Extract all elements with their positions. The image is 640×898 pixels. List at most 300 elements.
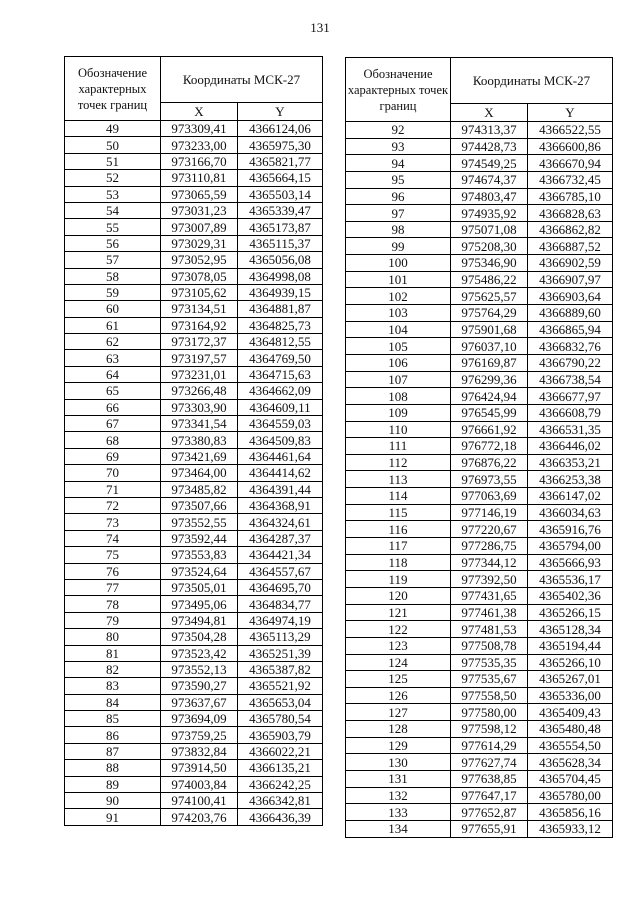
point-number: 95 <box>346 171 451 188</box>
y-coordinate: 4365704,45 <box>528 770 613 787</box>
y-coordinate: 4366353,21 <box>528 454 613 471</box>
table-row <box>346 371 613 388</box>
y-coordinate: 4366124,06 <box>238 121 323 137</box>
y-coordinate: 4365266,10 <box>528 654 613 671</box>
point-number: 62 <box>65 334 161 350</box>
point-number: 96 <box>346 188 451 205</box>
y-coordinate: 4365266,15 <box>528 604 613 621</box>
x-coordinate: 973552,13 <box>161 661 238 677</box>
table-row <box>346 754 613 771</box>
x-coordinate: 974203,76 <box>161 809 238 825</box>
point-number: 128 <box>346 721 451 738</box>
table-row <box>65 694 323 710</box>
x-coordinate: 975071,08 <box>451 221 528 238</box>
y-coordinate: 4365251,39 <box>238 645 323 661</box>
x-coordinate: 976169,87 <box>451 354 528 371</box>
table-row <box>346 404 613 421</box>
point-number: 63 <box>65 350 161 366</box>
point-number: 134 <box>346 820 451 837</box>
point-number: 78 <box>65 596 161 612</box>
point-number: 49 <box>65 121 161 137</box>
y-coordinate: 4366903,64 <box>528 288 613 305</box>
table-row <box>346 122 613 139</box>
x-coordinate: 977508,78 <box>451 637 528 654</box>
page-number: 131 <box>310 20 330 35</box>
y-coordinate: 4366608,79 <box>528 404 613 421</box>
table-row <box>65 121 323 137</box>
point-number: 54 <box>65 202 161 218</box>
x-column-header: X <box>451 104 528 122</box>
x-coordinate: 975346,90 <box>451 255 528 272</box>
x-coordinate: 973694,09 <box>161 711 238 727</box>
y-coordinate: 4364834,77 <box>238 596 323 612</box>
x-coordinate: 973524,64 <box>161 563 238 579</box>
x-coordinate: 977461,38 <box>451 604 528 621</box>
table-row <box>65 399 323 415</box>
x-coordinate: 973341,54 <box>161 416 238 432</box>
point-number: 113 <box>346 471 451 488</box>
y-coordinate: 4364812,55 <box>238 334 323 350</box>
y-coordinate: 4366902,59 <box>528 255 613 272</box>
y-coordinate: 4365402,36 <box>528 587 613 604</box>
y-coordinate: 4365933,12 <box>528 820 613 837</box>
table-row <box>346 171 613 188</box>
point-number: 108 <box>346 388 451 405</box>
point-number: 110 <box>346 421 451 438</box>
point-number: 73 <box>65 514 161 530</box>
point-number: 69 <box>65 448 161 464</box>
y-coordinate: 4366785,10 <box>528 188 613 205</box>
table-row <box>65 727 323 743</box>
table-row <box>65 497 323 513</box>
point-number: 77 <box>65 579 161 595</box>
point-number: 86 <box>65 727 161 743</box>
x-coordinate: 973233,00 <box>161 137 238 153</box>
point-number: 91 <box>65 809 161 825</box>
point-number: 89 <box>65 776 161 792</box>
y-coordinate: 4365780,00 <box>528 787 613 804</box>
table-row <box>65 629 323 645</box>
y-column-header: Y <box>238 103 323 121</box>
y-coordinate: 4366862,82 <box>528 221 613 238</box>
table-row <box>346 438 613 455</box>
x-coordinate: 973052,95 <box>161 252 238 268</box>
point-number: 87 <box>65 743 161 759</box>
table-row <box>65 547 323 563</box>
y-coordinate: 4365339,47 <box>238 202 323 218</box>
x-coordinate: 976772,18 <box>451 438 528 455</box>
y-coordinate: 4365628,34 <box>528 754 613 771</box>
x-coordinate: 973134,51 <box>161 301 238 317</box>
point-number: 101 <box>346 271 451 288</box>
x-coordinate: 976876,22 <box>451 454 528 471</box>
point-number: 104 <box>346 321 451 338</box>
table-row <box>346 454 613 471</box>
table-row <box>346 255 613 272</box>
x-coordinate: 975764,29 <box>451 305 528 322</box>
point-number: 71 <box>65 481 161 497</box>
point-number: 64 <box>65 366 161 382</box>
table-row <box>346 571 613 588</box>
point-number: 98 <box>346 221 451 238</box>
y-coordinate: 4365653,04 <box>238 694 323 710</box>
y-coordinate: 4366828,63 <box>528 205 613 222</box>
x-coordinate: 976037,10 <box>451 338 528 355</box>
y-coordinate: 4364881,87 <box>238 301 323 317</box>
y-coordinate: 4366738,54 <box>528 371 613 388</box>
point-number: 97 <box>346 205 451 222</box>
y-coordinate: 4365113,29 <box>238 629 323 645</box>
table-row <box>346 388 613 405</box>
y-coordinate: 4364609,11 <box>238 399 323 415</box>
y-coordinate: 4366446,02 <box>528 438 613 455</box>
x-coordinate: 973592,44 <box>161 530 238 546</box>
coordinates-table-right <box>345 57 613 838</box>
y-coordinate: 4365821,77 <box>238 153 323 169</box>
table-row <box>65 678 323 694</box>
point-number: 115 <box>346 504 451 521</box>
table-row <box>346 704 613 721</box>
point-number: 123 <box>346 637 451 654</box>
table-row <box>346 721 613 738</box>
x-coordinate: 975486,22 <box>451 271 528 288</box>
y-coordinate: 4364769,50 <box>238 350 323 366</box>
table-row <box>65 448 323 464</box>
x-coordinate: 973759,25 <box>161 727 238 743</box>
table-row <box>346 820 613 837</box>
x-coordinate: 974935,92 <box>451 205 528 222</box>
point-number: 99 <box>346 238 451 255</box>
designation-header: Обозначение характерных точек границ <box>346 58 451 122</box>
table-row <box>346 488 613 505</box>
table-row <box>346 238 613 255</box>
x-coordinate: 973380,83 <box>161 432 238 448</box>
point-number: 105 <box>346 338 451 355</box>
x-coordinate: 973078,05 <box>161 268 238 284</box>
point-number: 132 <box>346 787 451 804</box>
table-row <box>346 271 613 288</box>
x-coordinate: 977598,12 <box>451 721 528 738</box>
point-number: 85 <box>65 711 161 727</box>
y-coordinate: 4364939,15 <box>238 284 323 300</box>
y-coordinate: 4365194,44 <box>528 637 613 654</box>
table-row <box>65 760 323 776</box>
table-row <box>65 432 323 448</box>
point-number: 75 <box>65 547 161 563</box>
point-number: 74 <box>65 530 161 546</box>
table-row <box>346 305 613 322</box>
point-number: 82 <box>65 661 161 677</box>
x-coordinate: 973421,69 <box>161 448 238 464</box>
x-coordinate: 975625,57 <box>451 288 528 305</box>
x-coordinate: 976299,36 <box>451 371 528 388</box>
table-row <box>65 776 323 792</box>
x-coordinate: 976661,92 <box>451 421 528 438</box>
x-coordinate: 977614,29 <box>451 737 528 754</box>
point-number: 107 <box>346 371 451 388</box>
x-coordinate: 973495,06 <box>161 596 238 612</box>
y-coordinate: 4365173,87 <box>238 219 323 235</box>
x-coordinate: 977647,17 <box>451 787 528 804</box>
point-number: 120 <box>346 587 451 604</box>
x-coordinate: 973494,81 <box>161 612 238 628</box>
y-coordinate: 4364391,44 <box>238 481 323 497</box>
point-number: 121 <box>346 604 451 621</box>
point-number: 119 <box>346 571 451 588</box>
y-coordinate: 4365794,00 <box>528 538 613 555</box>
point-number: 68 <box>65 432 161 448</box>
table-row <box>65 284 323 300</box>
table-row <box>346 654 613 671</box>
table-row <box>346 538 613 555</box>
table-row <box>346 554 613 571</box>
y-coordinate: 4366034,63 <box>528 504 613 521</box>
table-row <box>346 804 613 821</box>
y-coordinate: 4365115,37 <box>238 235 323 251</box>
table-row <box>346 687 613 704</box>
y-coordinate: 4364662,09 <box>238 383 323 399</box>
point-number: 130 <box>346 754 451 771</box>
y-coordinate: 4366147,02 <box>528 488 613 505</box>
y-coordinate: 4364695,70 <box>238 579 323 595</box>
point-number: 103 <box>346 305 451 322</box>
table-row <box>346 504 613 521</box>
point-number: 131 <box>346 770 451 787</box>
table-row <box>65 235 323 251</box>
table-row <box>65 711 323 727</box>
table-row <box>65 366 323 382</box>
point-number: 100 <box>346 255 451 272</box>
table-row <box>346 321 613 338</box>
y-coordinate: 4366677,97 <box>528 388 613 405</box>
x-coordinate: 977638,85 <box>451 770 528 787</box>
x-coordinate: 977535,35 <box>451 654 528 671</box>
table-row <box>65 317 323 333</box>
y-coordinate: 4366887,52 <box>528 238 613 255</box>
y-coordinate: 4364287,37 <box>238 530 323 546</box>
y-coordinate: 4364324,61 <box>238 514 323 530</box>
table-row <box>65 809 323 825</box>
y-coordinate: 4364825,73 <box>238 317 323 333</box>
table-row <box>65 383 323 399</box>
x-coordinate: 973166,70 <box>161 153 238 169</box>
point-number: 57 <box>65 252 161 268</box>
y-coordinate: 4365780,54 <box>238 711 323 727</box>
point-number: 88 <box>65 760 161 776</box>
table-row <box>346 637 613 654</box>
table-row <box>346 205 613 222</box>
point-number: 114 <box>346 488 451 505</box>
table-row <box>346 604 613 621</box>
y-coordinate: 4366342,81 <box>238 793 323 809</box>
x-coordinate: 973197,57 <box>161 350 238 366</box>
y-coordinate: 4365480,48 <box>528 721 613 738</box>
table-row <box>65 481 323 497</box>
y-coordinate: 4365409,43 <box>528 704 613 721</box>
point-number: 106 <box>346 354 451 371</box>
table-row <box>346 770 613 787</box>
y-coordinate: 4366790,22 <box>528 354 613 371</box>
table-row <box>346 338 613 355</box>
point-number: 59 <box>65 284 161 300</box>
point-number: 83 <box>65 678 161 694</box>
point-number: 127 <box>346 704 451 721</box>
point-number: 50 <box>65 137 161 153</box>
point-number: 79 <box>65 612 161 628</box>
point-number: 111 <box>346 438 451 455</box>
table-row <box>65 612 323 628</box>
x-coordinate: 973065,59 <box>161 186 238 202</box>
table-row <box>65 137 323 153</box>
x-coordinate: 973553,83 <box>161 547 238 563</box>
y-column-header: Y <box>528 104 613 122</box>
x-coordinate: 977220,67 <box>451 521 528 538</box>
point-number: 81 <box>65 645 161 661</box>
table-row <box>65 645 323 661</box>
table-row <box>65 563 323 579</box>
y-coordinate: 4365336,00 <box>528 687 613 704</box>
table-row <box>346 621 613 638</box>
y-coordinate: 4366832,76 <box>528 338 613 355</box>
y-coordinate: 4365536,17 <box>528 571 613 588</box>
point-number: 66 <box>65 399 161 415</box>
x-coordinate: 975901,68 <box>451 321 528 338</box>
y-coordinate: 4366865,94 <box>528 321 613 338</box>
x-coordinate: 973029,31 <box>161 235 238 251</box>
point-number: 124 <box>346 654 451 671</box>
table-row <box>65 170 323 186</box>
y-coordinate: 4366436,39 <box>238 809 323 825</box>
x-coordinate: 973914,50 <box>161 760 238 776</box>
x-coordinate: 977580,00 <box>451 704 528 721</box>
x-coordinate: 973552,55 <box>161 514 238 530</box>
point-number: 60 <box>65 301 161 317</box>
x-coordinate: 974428,73 <box>451 138 528 155</box>
point-number: 51 <box>65 153 161 169</box>
point-number: 109 <box>346 404 451 421</box>
table-row <box>346 421 613 438</box>
y-coordinate: 4366253,38 <box>528 471 613 488</box>
x-coordinate: 974003,84 <box>161 776 238 792</box>
y-coordinate: 4364715,63 <box>238 366 323 382</box>
table-row <box>65 252 323 268</box>
table-row <box>65 268 323 284</box>
point-number: 94 <box>346 155 451 172</box>
table-row <box>65 793 323 809</box>
table-row <box>65 202 323 218</box>
point-number: 52 <box>65 170 161 186</box>
table-row <box>65 153 323 169</box>
point-number: 55 <box>65 219 161 235</box>
x-coordinate: 974674,37 <box>451 171 528 188</box>
table-row <box>346 671 613 688</box>
y-coordinate: 4365666,93 <box>528 554 613 571</box>
x-coordinate: 973309,41 <box>161 121 238 137</box>
x-coordinate: 973464,00 <box>161 465 238 481</box>
coordinates-table-left <box>64 56 323 826</box>
y-coordinate: 4365975,30 <box>238 137 323 153</box>
x-coordinate: 973164,92 <box>161 317 238 333</box>
y-coordinate: 4366600,86 <box>528 138 613 155</box>
x-coordinate: 973523,42 <box>161 645 238 661</box>
x-coordinate: 977431,65 <box>451 587 528 604</box>
x-coordinate: 977286,75 <box>451 538 528 555</box>
x-coordinate: 973031,23 <box>161 202 238 218</box>
x-coordinate: 973485,82 <box>161 481 238 497</box>
table-row <box>65 514 323 530</box>
point-number: 117 <box>346 538 451 555</box>
table-row <box>346 155 613 172</box>
y-coordinate: 4366022,21 <box>238 743 323 759</box>
table-row <box>346 587 613 604</box>
point-number: 93 <box>346 138 451 155</box>
y-coordinate: 4364559,03 <box>238 416 323 432</box>
table-row <box>65 743 323 759</box>
y-coordinate: 4366670,94 <box>528 155 613 172</box>
point-number: 80 <box>65 629 161 645</box>
x-coordinate: 973590,27 <box>161 678 238 694</box>
x-coordinate: 976545,99 <box>451 404 528 421</box>
x-coordinate: 977481,53 <box>451 621 528 638</box>
table-row <box>65 350 323 366</box>
y-coordinate: 4364421,34 <box>238 547 323 563</box>
point-number: 102 <box>346 288 451 305</box>
y-coordinate: 4365056,08 <box>238 252 323 268</box>
y-coordinate: 4365916,76 <box>528 521 613 538</box>
table-row <box>346 288 613 305</box>
point-number: 122 <box>346 621 451 638</box>
point-number: 53 <box>65 186 161 202</box>
x-coordinate: 973637,67 <box>161 694 238 710</box>
y-coordinate: 4365554,50 <box>528 737 613 754</box>
point-number: 90 <box>65 793 161 809</box>
point-number: 67 <box>65 416 161 432</box>
y-coordinate: 4365128,34 <box>528 621 613 638</box>
point-number: 76 <box>65 563 161 579</box>
table-row <box>346 787 613 804</box>
x-coordinate: 974549,25 <box>451 155 528 172</box>
y-coordinate: 4366732,45 <box>528 171 613 188</box>
x-coordinate: 974100,41 <box>161 793 238 809</box>
x-coordinate: 973266,48 <box>161 383 238 399</box>
table-row <box>346 521 613 538</box>
x-coordinate: 977655,91 <box>451 820 528 837</box>
point-number: 125 <box>346 671 451 688</box>
table-row <box>346 188 613 205</box>
x-coordinate: 973832,84 <box>161 743 238 759</box>
y-coordinate: 4365267,01 <box>528 671 613 688</box>
y-coordinate: 4366522,55 <box>528 122 613 139</box>
table-row <box>65 465 323 481</box>
x-coordinate: 976424,94 <box>451 388 528 405</box>
x-coordinate: 973303,90 <box>161 399 238 415</box>
coordinates-header: Координаты МСК-27 <box>161 57 323 103</box>
y-coordinate: 4366242,25 <box>238 776 323 792</box>
point-number: 65 <box>65 383 161 399</box>
point-number: 84 <box>65 694 161 710</box>
x-coordinate: 973507,66 <box>161 497 238 513</box>
y-coordinate: 4366889,60 <box>528 305 613 322</box>
table-row <box>65 530 323 546</box>
x-coordinate: 973172,37 <box>161 334 238 350</box>
table-row <box>65 661 323 677</box>
table-row <box>65 596 323 612</box>
x-coordinate: 973231,01 <box>161 366 238 382</box>
x-coordinate: 977344,12 <box>451 554 528 571</box>
table-row <box>65 416 323 432</box>
point-number: 58 <box>65 268 161 284</box>
point-number: 126 <box>346 687 451 704</box>
